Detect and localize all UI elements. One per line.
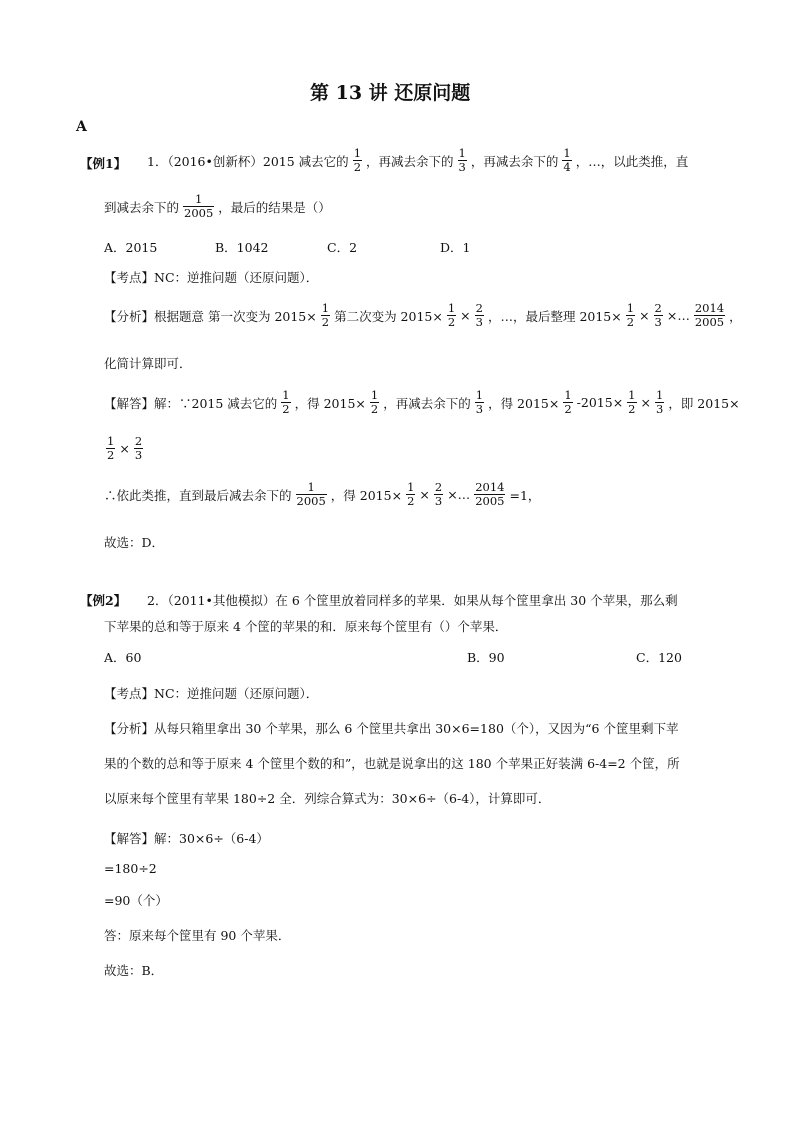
example-1-solution-line-1: 【解答】解：∵2015 减去它的 $\frac{1}{2}$ ，得 2015× $\frac{1}{2}$ ，再减去余下的 $\frac{1}{3}$ ，得 2015× $\frac{1}{2}$ -2015× $\frac{1}{2}$ × $\frac{1}{3}$ ，即 2015× bbox=[104, 388, 740, 416]
example-2-tag: 【例2】 bbox=[80, 593, 127, 608]
example-2-solution-line-2: =180÷2 bbox=[104, 861, 157, 876]
example-2-option-c: C．120 bbox=[636, 650, 682, 665]
example-1-kaodian: 【考点】NC：逆推问题（还原问题）． bbox=[104, 270, 319, 285]
section-label: A bbox=[76, 119, 87, 135]
page-title: 第 13 讲 还原问题 bbox=[310, 82, 471, 104]
example-2-option-a: A．60 bbox=[104, 650, 142, 665]
example-1-solution-line-2: $\frac{1}{2}$ × $\frac{2}{3}$ bbox=[107, 434, 143, 462]
example-1-tag: 【例1】 bbox=[80, 156, 127, 171]
example-1-question-line-2: 到减去余下的 $\frac{1}{2005}$ ，最后的结果是（） bbox=[104, 192, 331, 220]
fraction-one-quarter: $\frac{1}{4}$ bbox=[563, 146, 571, 174]
fraction-one-over-2005: $\frac{1}{2005}$ bbox=[184, 192, 214, 220]
example-2-kaodian: 【考点】NC：逆推问题（还原问题）． bbox=[104, 686, 319, 701]
example-2-analysis-line-1: 【分析】从每只箱里拿出 30 个苹果，那么 6 个筐里共拿出 30×6=180（个），又因为“6 个筐里剩下苹 bbox=[104, 721, 679, 736]
fraction-one-third: $\frac{1}{3}$ bbox=[458, 146, 466, 174]
example-1-analysis-line-1: 【分析】根据题意 第一次变为 2015× $\frac{1}{2}$ 第二次变为 2015× $\frac{1}{2}$ × $\frac{2}{3}$ ，…，最后整理 2015× $\frac{1}{2}$ × $\frac{2}{3}$ ×… $\frac{2014}{2005}$ ， bbox=[104, 301, 742, 329]
example-2-question-line-1: 2．（2011•其他模拟）在 6 个筐里放着同样多的苹果．如果从每个筐里拿出 30 个苹果，那么剩 bbox=[147, 593, 678, 608]
example-1-analysis-line-2: 化简计算即可． bbox=[104, 356, 192, 371]
example-2-question-line-2: 下苹果的总和等于原来 4 个筐的苹果的和．原来每个筐里有（）个苹果． bbox=[104, 619, 508, 634]
example-1-question-line-1: 1．（2016•创新杯）2015 减去它的 $\frac{1}{2}$ ，再减去余下的 $\frac{1}{3}$ ，再减去余下的 $\frac{1}{4}$ ，…，以此类推，直 bbox=[147, 146, 689, 174]
example-2-option-b: B．90 bbox=[467, 650, 505, 665]
example-1-option-b: B．1042 bbox=[215, 240, 269, 255]
example-1-option-d: D．1 bbox=[440, 240, 471, 255]
example-2-solution-line-1: 【解答】解：30×6÷（6-4） bbox=[104, 831, 269, 846]
example-2-analysis-line-2: 果的个数的总和等于原来 4 个筐里个数的和”，也就是说拿出的这 180 个苹果正好装满 6-4=2 个筐，所 bbox=[104, 756, 680, 771]
example-2-solution-line-4: 答：原来每个筐里有 90 个苹果． bbox=[104, 928, 291, 943]
example-1-solution-line-3: ∴依此类推，直到最后减去余下的 $\frac{1}{2005}$ ，得 2015× $\frac{1}{2}$ × $\frac{2}{3}$ ×… $\frac{2014}{2005}$ =1， bbox=[104, 480, 541, 508]
fraction-one-half: $\frac{1}{2}$ bbox=[353, 146, 362, 174]
example-1-answer: 故选：D． bbox=[104, 535, 165, 550]
example-1-option-a: A．2015 bbox=[104, 240, 158, 255]
example-2-answer: 故选：B． bbox=[104, 963, 164, 978]
example-2-analysis-line-3: 以原来每个筐里有苹果 180÷2 全．列综合算式为：30×6÷（6-4），计算即可． bbox=[104, 791, 551, 806]
fraction-2014-over-2005: $\frac{2014}{2005}$ bbox=[694, 301, 725, 329]
example-2-solution-line-3: =90（个） bbox=[104, 893, 168, 908]
example-1-option-c: C．2 bbox=[327, 240, 358, 255]
